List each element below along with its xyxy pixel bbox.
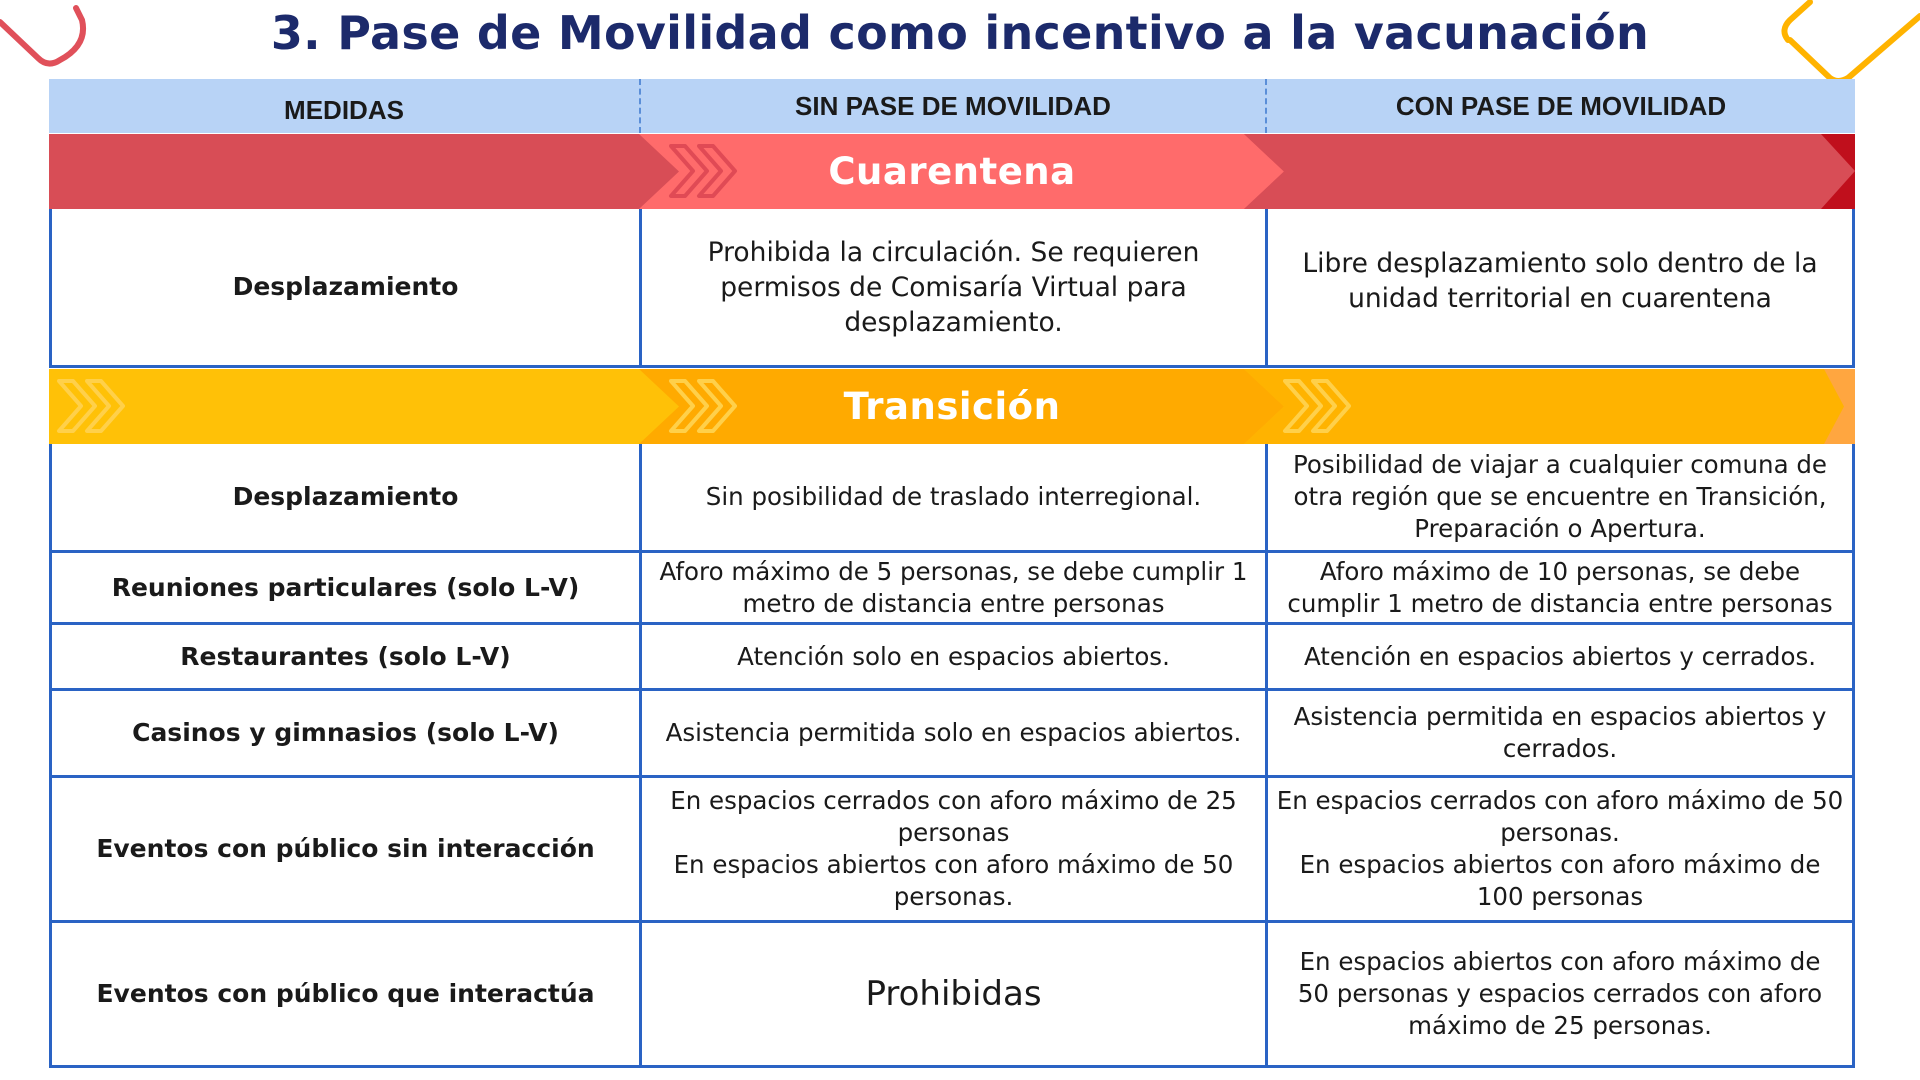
- rows-cuarentena: [49, 209, 1855, 368]
- con-pase-cell: Posibilidad de viajar a cualquier comuna de otra región que se encuentre en Transición, Preparación o Apertura.: [1293, 450, 1827, 543]
- section-band-cuarentena: [49, 134, 1855, 209]
- sin-pase-cell: Prohibidas: [642, 923, 1268, 1065]
- header-con-pase: CON PASE DE MOVILIDAD: [1395, 90, 1727, 121]
- measure-cell: Eventos con público sin interacción: [52, 778, 642, 920]
- table-row: [52, 209, 1852, 368]
- measure-cell: Eventos con público que interactúa: [52, 923, 642, 1065]
- measure-cell: Restaurantes (solo L-V): [52, 625, 642, 688]
- section-band-transicion: [49, 369, 1855, 444]
- con-pase-cell: Libre desplazamiento solo dentro de la unidad territorial en cuarentena: [1302, 248, 1818, 314]
- header-sin-pase: SIN PASE DE MOVILIDAD: [641, 79, 1267, 133]
- rows-transicion: [49, 444, 1855, 1068]
- section-title-cuarentena: Cuarentena: [828, 150, 1076, 193]
- measure-cell: Reuniones particulares (solo L-V): [52, 553, 642, 622]
- sin-pase-cell: Prohibida la circulación. Se requieren permisos de Comisaría Virtual para desplazamiento.: [642, 209, 1268, 365]
- measure-cell: Desplazamiento: [52, 444, 642, 550]
- con-pase-cell: En espacios cerrados con aforo máximo de 50 personas. En espacios abiertos con aforo máximo de 100 personas: [1276, 786, 1844, 911]
- table-header: [49, 79, 1855, 133]
- measure-cell: Desplazamiento: [52, 209, 642, 365]
- table-row: [52, 625, 1852, 691]
- con-pase-cell: En espacios abiertos con aforo máximo de 50 personas y espacios cerrados con aforo máximo de 25 personas.: [1297, 947, 1823, 1040]
- table-row: [52, 778, 1852, 923]
- section-title-transicion: Transición: [843, 385, 1061, 428]
- sin-pase-cell: Sin posibilidad de traslado interregional.: [642, 444, 1268, 550]
- con-pase-cell: Atención en espacios abiertos y cerrados.: [1303, 641, 1817, 671]
- sin-pase-cell: Aforo máximo de 5 personas, se debe cumplir 1 metro de distancia entre personas: [642, 553, 1268, 622]
- page-title: 3. Pase de Movilidad como incentivo a la vacunación: [270, 6, 1650, 60]
- table-row: [52, 553, 1852, 625]
- sin-pase-cell: Atención solo en espacios abiertos.: [642, 625, 1268, 688]
- sin-pase-cell: En espacios cerrados con aforo máximo de 25 personas En espacios abiertos con aforo máximo de 50 personas.: [642, 778, 1268, 920]
- con-pase-cell: Aforo máximo de 10 personas, se debe cumplir 1 metro de distancia entre personas: [1287, 556, 1833, 618]
- table-row: [52, 691, 1852, 778]
- table-row: [52, 444, 1852, 553]
- sin-pase-cell: Asistencia permitida solo en espacios abiertos.: [642, 691, 1268, 775]
- table-row: [52, 923, 1852, 1068]
- con-pase-cell: Asistencia permitida en espacios abiertos y cerrados.: [1293, 702, 1827, 763]
- header-medidas: MEDIDAS: [49, 79, 641, 133]
- measure-cell: Casinos y gimnasios (solo L-V): [52, 691, 642, 775]
